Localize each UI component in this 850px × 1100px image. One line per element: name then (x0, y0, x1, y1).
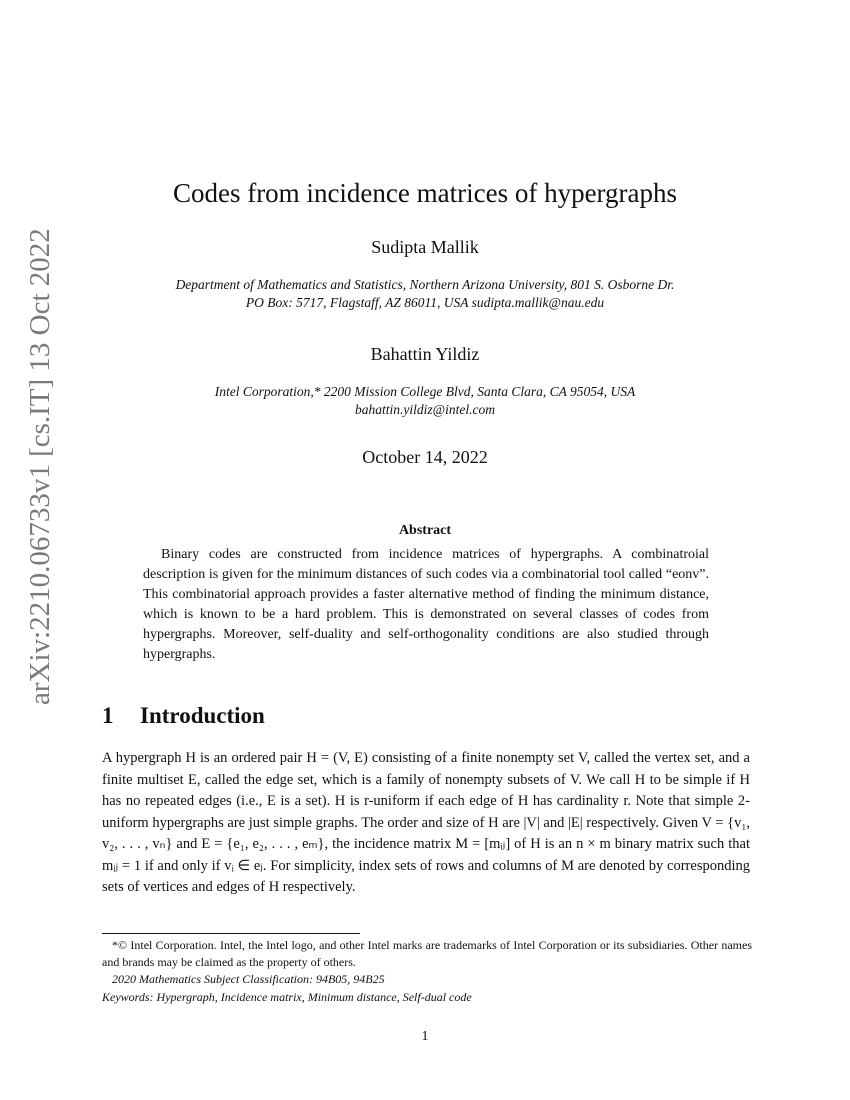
footnote (102, 971, 752, 988)
footnote-rule (102, 933, 360, 934)
section-body (102, 748, 750, 899)
footnote-keywords: Keywords: Hypergraph, Incidence matrix, Minimum distance, Self-dual code (102, 990, 472, 1004)
abstract-paragraph: Binary codes are constructed from incidence matrices of hypergraphs. A combinatroial description is given for the minimum distances of such codes via a combinatorial tool called “eonv”. This combinatorial approach provides a faster alternative method of finding the minimum distance, which is known to be a hard problem. This is demonstrated on several classes of codes from hypergraphs. Moreover, self-duality and self-orthogonality conditions are also studied through hypergraphs. (143, 547, 709, 662)
paper-title: Codes from incidence matrices of hypergraphs (172, 178, 678, 208)
page-number: 1 (421, 1029, 429, 1044)
arxiv-identifier: arXiv:2210.06733v1 [cs.IT] 13 Oct 2022 (24, 228, 56, 705)
paper-date: October 14, 2022 (362, 447, 488, 467)
section-heading (102, 703, 265, 729)
abstract-body (143, 545, 709, 665)
section-title: Introduction (140, 703, 265, 728)
author-affiliation: PO Box: 5717, Flagstaff, AZ 86011, USA sudipta.mallik@nau.edu (245, 295, 605, 310)
author-affiliation: Department of Mathematics and Statistics, Northern Arizona University, 801 S. Osborne Dr. (175, 277, 675, 292)
author-name: Bahattin Yildiz (370, 344, 480, 364)
abstract-heading: Abstract (398, 523, 452, 538)
footnote (102, 937, 752, 971)
footnote-msc: 2020 Mathematics Subject Classification: 94B05, 94B25 (112, 972, 385, 986)
author-affiliation: bahattin.yildiz@intel.com (355, 402, 495, 417)
footnote-trademark: *© Intel Corporation. Intel, the Intel logo, and other Intel marks are trademarks of Intel Corporation or its subsidiaries. Other names and brands may be claimed as the property of others. (102, 938, 752, 969)
footnote (102, 989, 752, 1006)
author-affiliation: Intel Corporation,* 2200 Mission College Blvd, Santa Clara, CA 95054, USA (214, 384, 636, 399)
author-name: Sudipta Mallik (371, 237, 479, 257)
body-paragraph: A hypergraph H is an ordered pair H = (V, E) consisting of a finite nonempty set V, called the vertex set, and a finite multiset E, called the edge set, which is a family of nonempty subsets of V. We call H to be simple if H has no repeated edges (i.e., E is a set). H is r-uniform if each edge of H has cardinality r. Note that simple 2-uniform hypergraphs are just simple graphs. The order and size of H are |V| and |E| respectively. Given V = {v₁, v₂, . . . , vₙ} and E = {e₁, e₂, . . . , eₘ}, the incidence matrix M = [mᵢⱼ] of H is an n × m binary matrix such that mᵢⱼ = 1 if and only if vᵢ ∈ eⱼ. For simplicity, index sets of rows and columns of M are denoted by corresponding sets of vertices and edges of H respectively. (102, 750, 750, 895)
section-number: 1 (102, 703, 114, 728)
